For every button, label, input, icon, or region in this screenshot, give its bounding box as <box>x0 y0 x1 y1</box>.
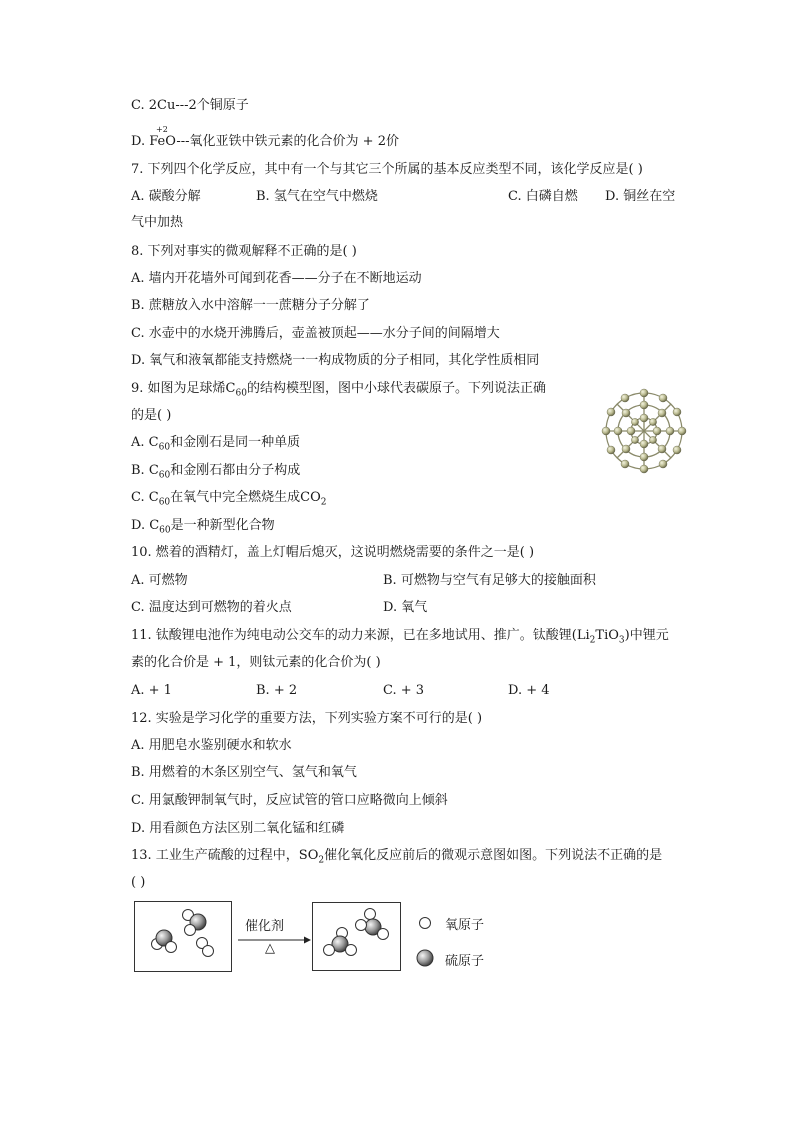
q9-stem-line2: 的是( ) <box>131 408 172 423</box>
q10-option-b: B. 可燃物与空气有足够大的接触面积 <box>383 573 596 588</box>
q12-stem: 12. 实验是学习化学的重要方法，下列实验方案不可行的是( ) <box>131 711 483 726</box>
catalyst-label: 催化剂 <box>245 919 285 934</box>
q9-option-c: C. $C_{60}$在氧气中完全燃烧生成$CO_2$ <box>131 490 327 508</box>
before-reaction-molecules <box>135 902 231 971</box>
q6-fe-valence: +2 <box>156 125 168 134</box>
q7-option-c: C. 白磷自燃 <box>508 189 578 204</box>
q12-option-c: C. 用氯酸钾制氧气时，反应试管的管口应略微向上倾斜 <box>131 793 448 808</box>
q13-stem-line2: ( ) <box>131 875 146 890</box>
q10-option-d: D. 氧气 <box>383 600 428 615</box>
legend-sulfur-label: 硫原子 <box>445 954 485 969</box>
q7-option-a: A. 碳酸分解 <box>131 189 201 204</box>
q10-stem: 10. 燃着的酒精灯，盖上灯帽后熄灭，这说明燃烧需要的条件之一是( ) <box>131 545 535 560</box>
c60-fullerene-model-image <box>598 385 690 477</box>
q12-option-d: D. 用看颜色方法区别二氧化锰和红磷 <box>131 821 345 836</box>
q11-option-a: A. + 1 <box>131 683 172 698</box>
q7-stem: 7. 下列四个化学反应，其中有一个与其它三个所属的基本反应类型不同，该化学反应是( ) <box>131 162 643 177</box>
q9-option-d: D. $C_{60}$是一种新型化合物 <box>131 518 275 536</box>
legend-oxygen-label: 氧原子 <box>445 918 485 933</box>
q8-stem: 8. 下列对事实的微观解释不正确的是( ) <box>131 244 357 259</box>
q10-option-c: C. 温度达到可燃物的着火点 <box>131 600 292 615</box>
q11-option-c: C. + 3 <box>383 683 425 698</box>
q9-option-b: B. $C_{60}$和金刚石都由分子构成 <box>131 463 301 481</box>
q7-option-b: B. 氢气在空气中燃烧 <box>256 189 378 204</box>
q8-option-a: A. 墙内开花墙外可闻到花香——分子在不断地运动 <box>131 271 422 286</box>
q8-option-c: C. 水壶中的水烧开沸腾后，壶盖被顶起——水分子间的间隔增大 <box>131 326 500 341</box>
q11-stem-line2: 素的化合价是 + 1，则钛元素的化合价为( ) <box>131 655 381 670</box>
before-reaction-box <box>134 901 232 972</box>
q11-stem-line1: 11. 钛酸锂电池作为纯电动公交车的动力来源，已在多地试用、推广。钛酸锂$(Li_2TiO_3)$中锂元 <box>131 628 669 646</box>
q6-option-d: D. FeO---氧化亚铁中铁元素的化合价为 + 2价 <box>131 134 399 149</box>
q8-option-b: B. 蔗糖放入水中溶解一一蔗糖分子分解了 <box>131 298 370 313</box>
q11-option-b: B. + 2 <box>256 683 298 698</box>
q8-option-d: D. 氧气和液氧都能支持燃烧一一构成物质的分子相同，其化学性质相同 <box>131 353 540 368</box>
q12-option-b: B. 用燃着的木条区别空气、氢气和氧气 <box>131 765 357 780</box>
q11-option-d: D. + 4 <box>508 683 550 698</box>
q10-option-a: A. 可燃物 <box>131 573 188 588</box>
after-reaction-box <box>312 902 401 971</box>
q6-option-c: C. 2Cu---2个铜原子 <box>131 98 249 113</box>
sulfur-atom-icon <box>415 948 435 968</box>
oxygen-atom-icon <box>417 915 433 931</box>
q9-option-a: A. $C_{60}$和金刚石是同一种单质 <box>131 435 301 453</box>
heat-symbol: △ <box>265 941 275 956</box>
after-reaction-molecules <box>313 903 400 970</box>
q13-stem-line1: 13. 工业生产硫酸的过程中，$SO_2$催化氧化反应前后的微观示意图如图。下列说法不正确的是 <box>131 848 663 866</box>
q7-option-d: D. 铜丝在空 <box>605 189 676 204</box>
q7-option-d-cont: 气中加热 <box>131 215 184 230</box>
q9-stem-line1: 9. 如图为足球烯$C_{60}$的结构模型图，图中小球代表碳原子。下列说法正确 <box>131 381 546 399</box>
q12-option-a: A. 用肥皂水鉴别硬水和软水 <box>131 738 292 753</box>
